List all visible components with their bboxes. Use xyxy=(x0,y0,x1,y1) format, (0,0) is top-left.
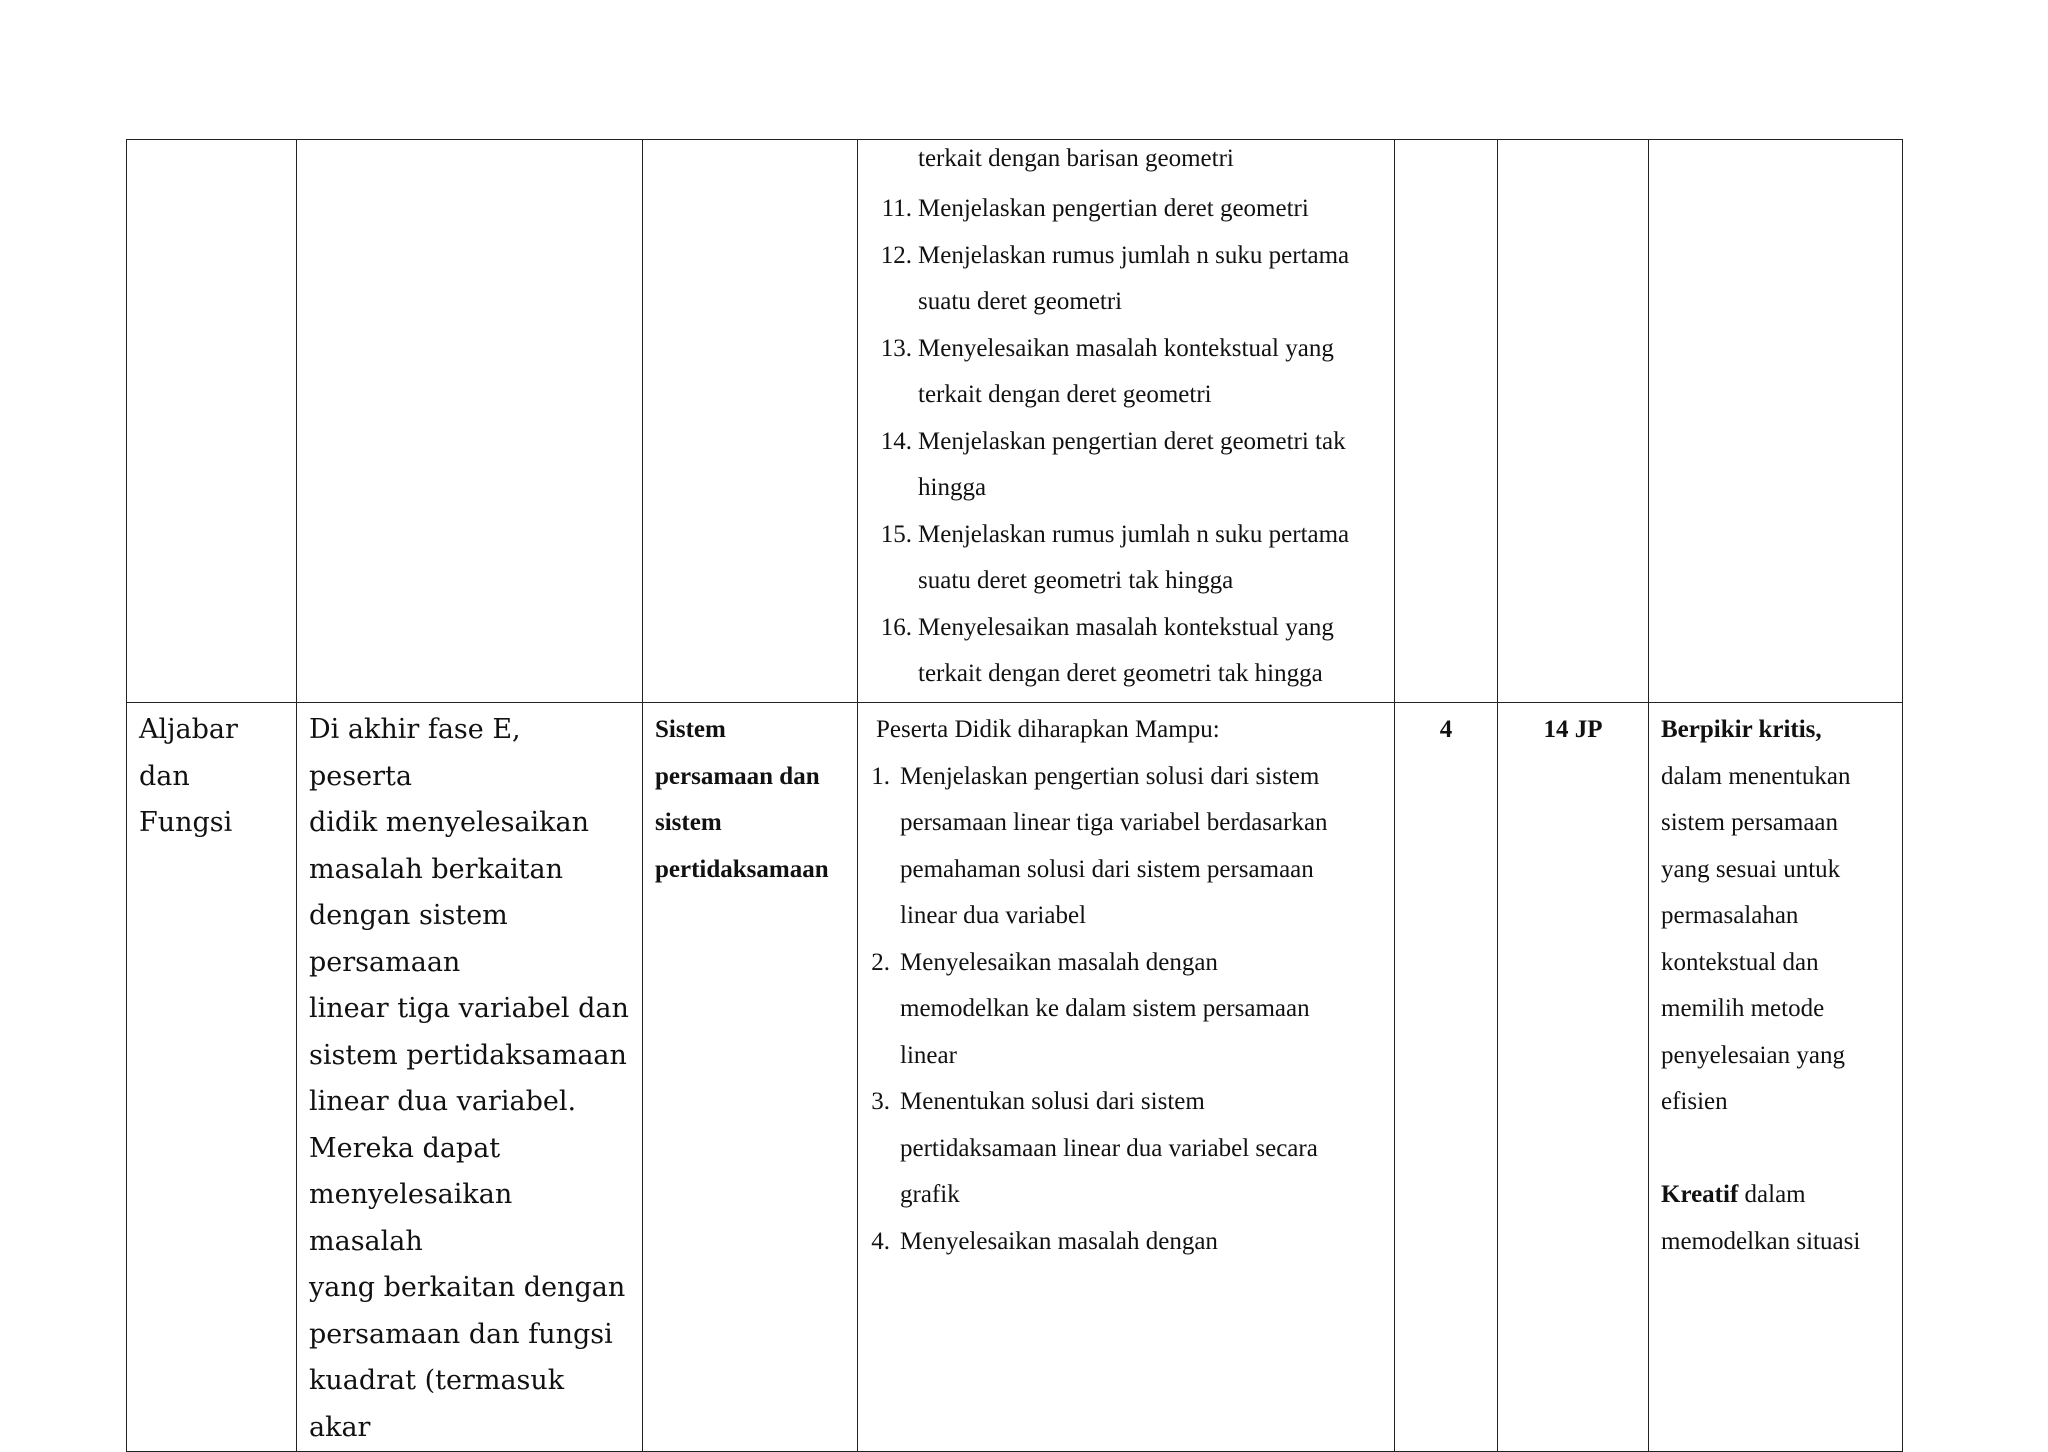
objectives-cell xyxy=(858,140,1395,703)
character-cell xyxy=(1649,703,1903,1452)
character-item-title: Kreatif xyxy=(1661,1181,1739,1208)
count-cell xyxy=(1395,703,1498,1452)
objectives-intro: Peserta Didik diharapkan Mampu: xyxy=(876,716,1220,743)
count-value: 4 xyxy=(1439,716,1453,743)
list-item: 2. Menyelesaikan masalah dengan memodelkan ke dalam sistem persamaan linear xyxy=(871,948,1310,1069)
list-item: 11. Menjelaskan pengertian deret geometri xyxy=(881,195,1309,222)
table-row xyxy=(127,703,1903,1452)
list-item: 3. Menentukan solusi dari sistem pertidaksamaan linear dua variabel secara grafik xyxy=(871,1088,1318,1208)
list-item: 14. Menjelaskan pengertian deret geometri tak hingga xyxy=(880,427,1346,501)
list-item: 16. Menyelesaikan masalah kontekstual yang terkait dengan deret geometri tak hingga xyxy=(880,613,1334,687)
table-row xyxy=(127,140,1903,703)
jp-cell xyxy=(1498,703,1649,1452)
list-item: 13. Menyelesaikan masalah kontekstual yang terkait dengan deret geometri xyxy=(880,334,1334,408)
list-item: 1. Menjelaskan pengertian solusi dari sistem persamaan linear tiga variabel berdasarkan pemahaman solusi dari sistem persamaan linear dua variabel xyxy=(871,762,1328,929)
element-cell xyxy=(127,140,297,703)
character-cell xyxy=(1649,140,1903,703)
character-item xyxy=(1661,1172,1890,1265)
objectives-cell xyxy=(858,703,1395,1452)
topic-text: Sistem persamaan dan sistem pertidaksamaan xyxy=(655,716,829,883)
objectives-list xyxy=(864,754,1382,1266)
list-item: 15. Menjelaskan rumus jumlah n suku pertama suatu deret geometri tak hingga xyxy=(880,520,1350,594)
element-text: Aljabar dan Fungsi xyxy=(139,714,238,838)
count-cell xyxy=(1395,140,1498,703)
list-item: 12. Menjelaskan rumus jumlah n suku pertama suatu deret geometri xyxy=(880,241,1350,315)
character-item-title: Berpikir kritis, xyxy=(1661,716,1822,743)
element-cell xyxy=(127,703,297,1452)
character-text xyxy=(1649,703,1902,1265)
topic-cell xyxy=(643,703,858,1452)
learning-outcome-cell xyxy=(297,140,643,703)
character-item-text: dalam memodelkan situasi xyxy=(1661,1181,1861,1255)
curriculum-table xyxy=(126,139,1903,1452)
topic-cell xyxy=(643,140,858,703)
objectives-list xyxy=(872,186,1382,698)
learning-outcome-cell xyxy=(297,703,643,1452)
learning-outcome-text: Di akhir fase E, peserta didik menyelesaikan masalah berkaitan dengan sistem persamaan linear tiga variabel dan sistem pertidaksamaan linear dua variabel. Mereka dapat menyelesaikan masalah yang berkaitan dengan persamaan dan fungsi kuadrat (termasuk akar xyxy=(309,714,629,1443)
jp-cell xyxy=(1498,140,1649,703)
objective-continuation: terkait dengan barisan geometri xyxy=(918,145,1234,172)
character-item-text: dalam menentukan sistem persamaan yang sesuai untuk permasalahan kontekstual dan memilih metode penyelesaian yang efisien xyxy=(1661,762,1851,1115)
list-item: 4. Menyelesaikan masalah dengan xyxy=(871,1227,1218,1255)
jp-value: 14 JP xyxy=(1543,716,1603,743)
